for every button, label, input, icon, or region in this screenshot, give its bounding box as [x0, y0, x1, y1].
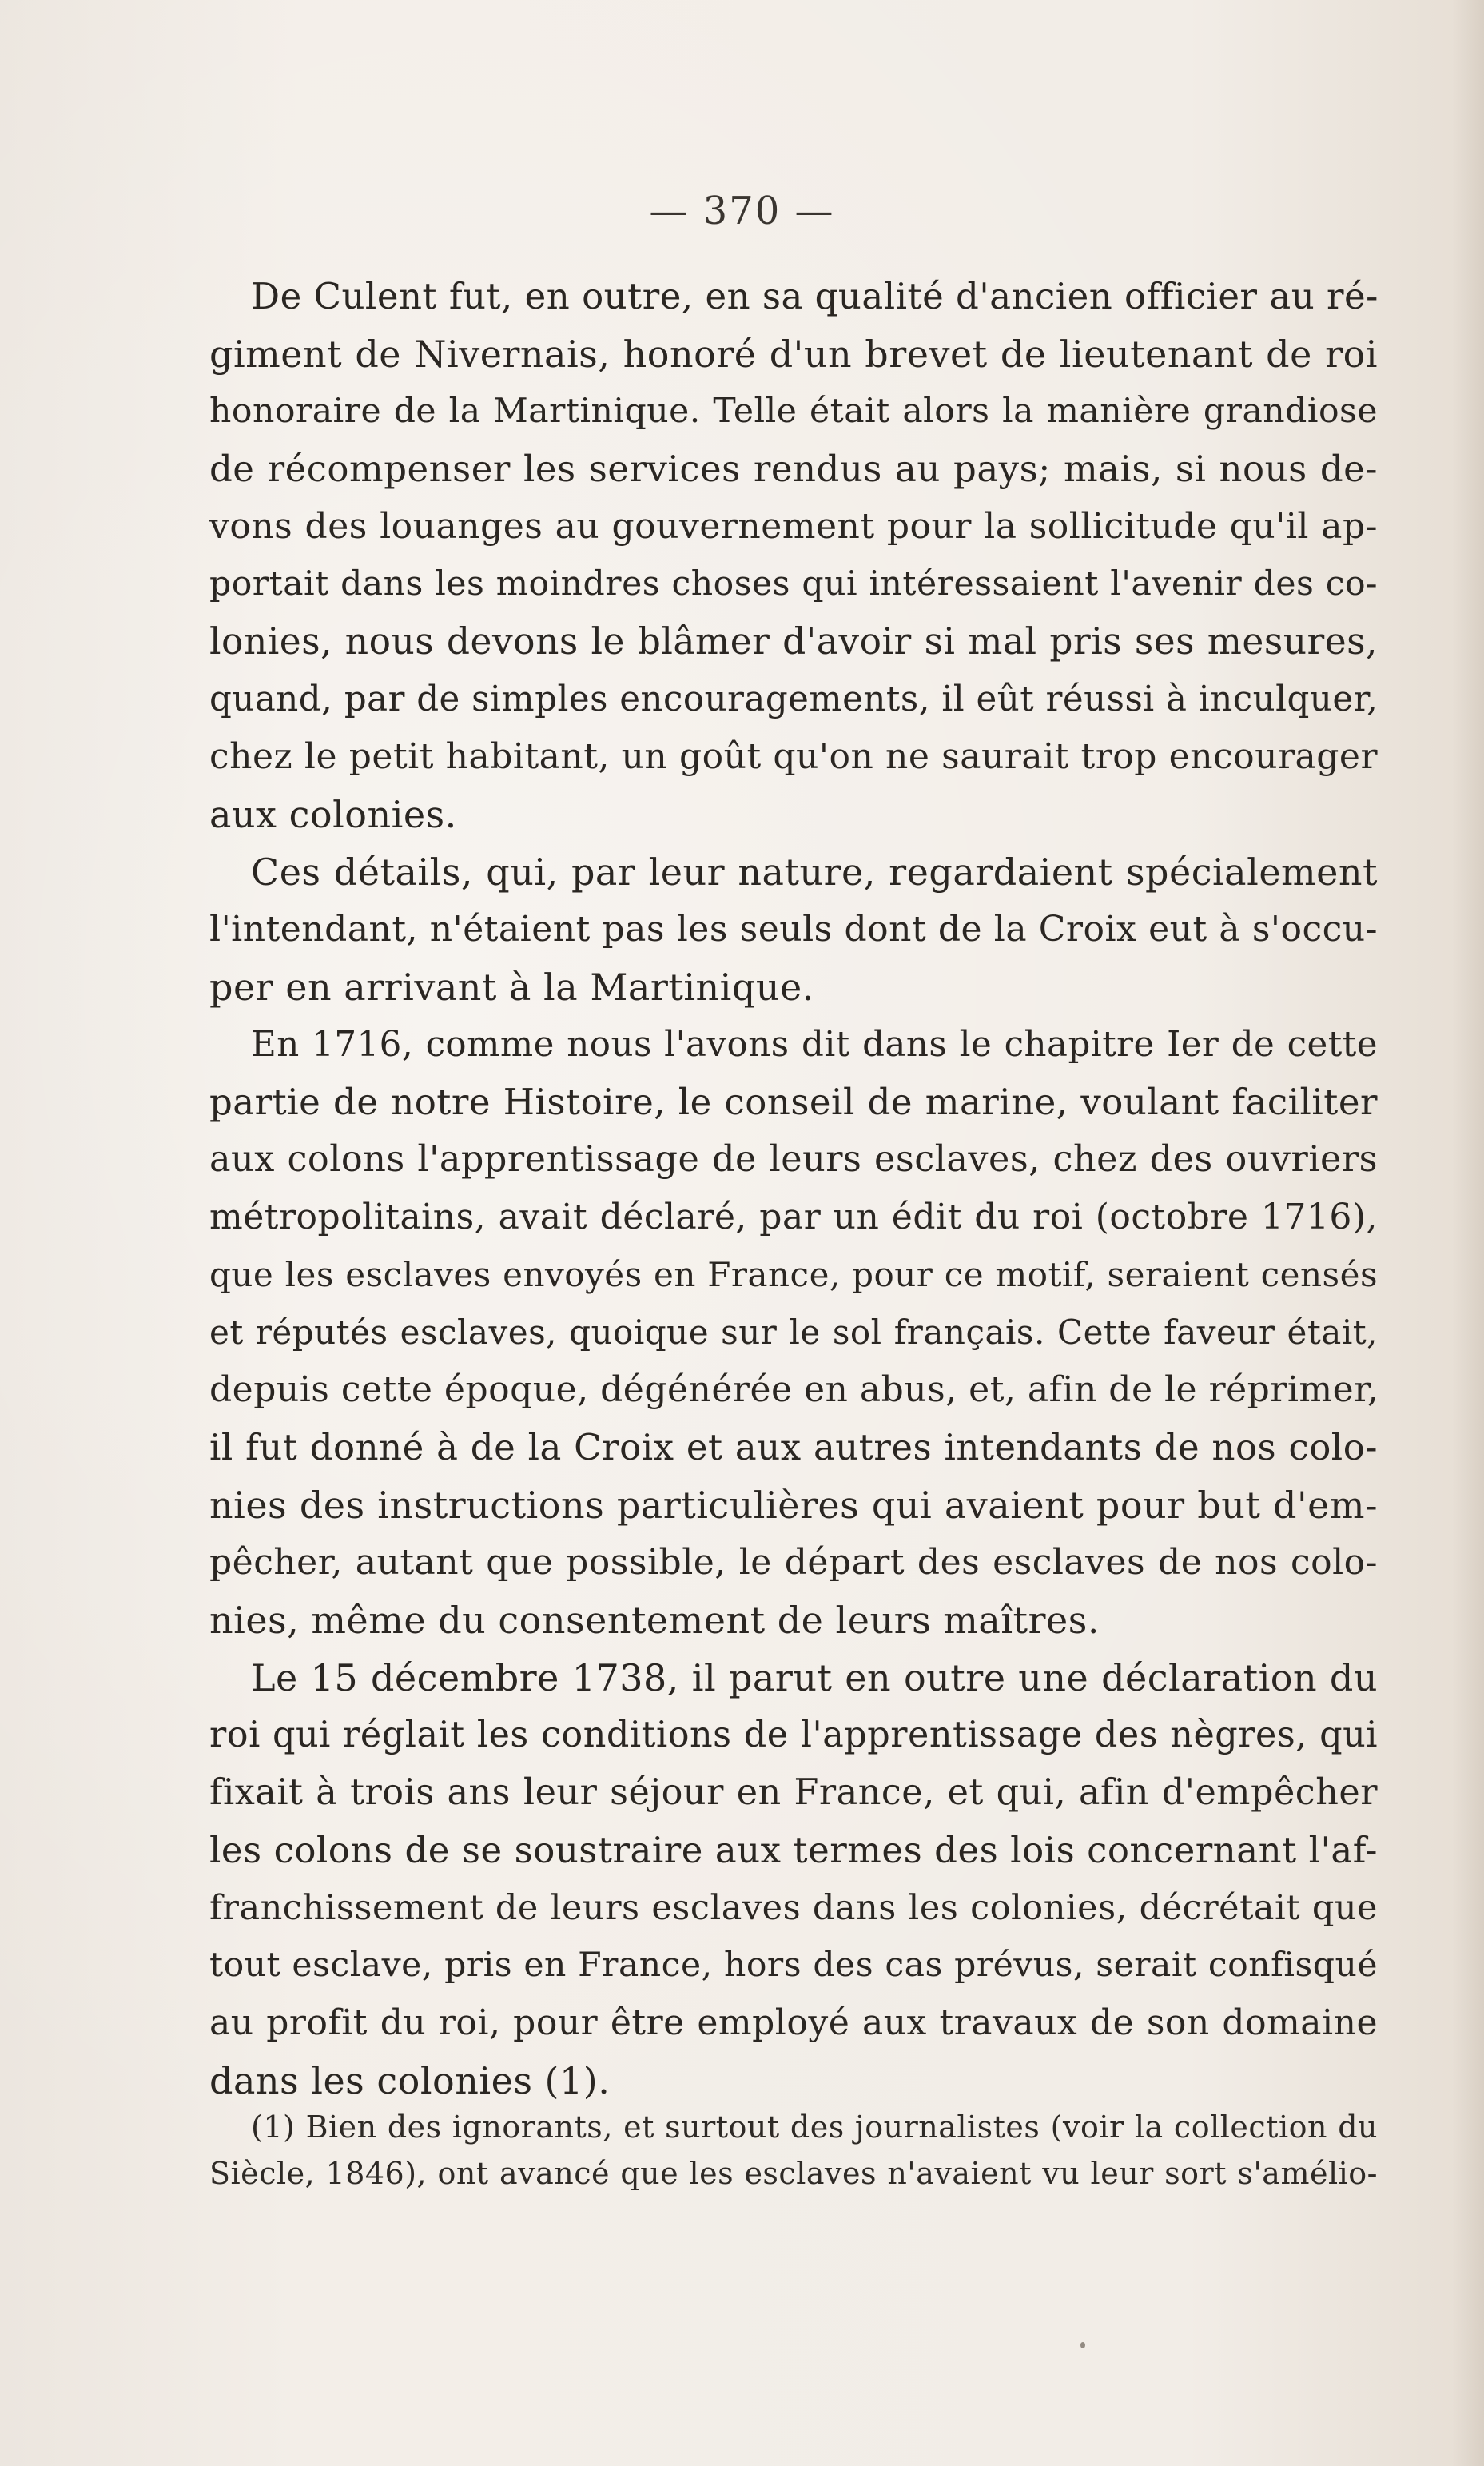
page-number: — 370 —	[649, 189, 835, 233]
footnote-line: (1) Bien des ignorants, et surtout des journalistes (voir la collection du	[251, 2109, 1378, 2145]
text-line: aux colonies.	[209, 793, 457, 836]
text-line: de récompenser les services rendus au pays; mais, si nous de-	[209, 448, 1378, 490]
text-line: per en arrivant à la Martinique.	[209, 966, 814, 1009]
text-line: aux colons l'apprentissage de leurs esclaves, chez des ouvriers	[209, 1139, 1378, 1180]
paper-speck	[1080, 2342, 1085, 2348]
text-line: pêcher, autant que possible, le départ des esclaves de nos colo-	[209, 1542, 1378, 1583]
text-line: franchissement de leurs esclaves dans les colonies, décrétait que	[209, 1888, 1378, 1928]
text-line: nies, même du consentement de leurs maîtres.	[209, 1599, 1100, 1642]
text-line: roi qui réglait les conditions de l'apprentissage des nègres, qui	[209, 1715, 1378, 1755]
footnote-line: Siècle, 1846), ont avancé que les esclaves n'avaient vu leur sort s'amélio-	[209, 2156, 1378, 2191]
text-line: partie de notre Histoire, le conseil de marine, voulant faciliter	[209, 1081, 1378, 1123]
text-line: fixait à trois ans leur séjour en France, et qui, afin d'empêcher	[209, 1772, 1378, 1813]
text-line: dans les colonies (1).	[209, 2059, 611, 2102]
text-line: il fut donné à de la Croix et aux autres intendants de nos colo-	[209, 1426, 1378, 1468]
text-line: quand, par de simples encouragements, il eût réussi à inculquer,	[209, 679, 1379, 719]
text-line: giment de Nivernais, honoré d'un brevet de lieutenant de roi	[209, 333, 1378, 376]
text-line: chez le petit habitant, un goût qu'on ne saurait trop encourager	[209, 736, 1378, 777]
body-text	[209, 268, 1378, 2109]
text-line: au profit du roi, pour être employé aux travaux de son domaine	[209, 2002, 1378, 2043]
text-line: lonies, nous devons le blâmer d'avoir si mal pris ses mesures,	[209, 620, 1378, 663]
text-line: métropolitains, avait déclaré, par un édit du roi (octobre 1716),	[209, 1197, 1378, 1237]
text-line: Ces détails, qui, par leur nature, regardaient spécialement	[251, 851, 1378, 894]
text-line: les colons de se soustraire aux termes des lois concernant l'af-	[209, 1829, 1378, 1871]
text-line: honoraire de la Martinique. Telle était alors la manière grandiose	[209, 392, 1378, 431]
text-line: vons des louanges au gouvernement pour la sollicitude qu'il ap-	[209, 506, 1378, 547]
text-line: Le 15 décembre 1738, il parut en outre une déclaration du	[251, 1656, 1378, 1699]
text-line: portait dans les moindres choses qui intéressaient l'avenir des co-	[209, 564, 1378, 604]
footnotes	[209, 2104, 1378, 2197]
page-edge-shadow	[1452, 0, 1484, 2466]
text-line: et réputés esclaves, quoique sur le sol français. Cette faveur était,	[209, 1313, 1378, 1352]
text-line: tout esclave, pris en France, hors des cas prévus, serait confisqué	[209, 1946, 1378, 1985]
text-line: nies des instructions particulières qui avaient pour but d'em-	[209, 1484, 1378, 1527]
text-line: depuis cette époque, dégénérée en abus, et, afin de le réprimer,	[209, 1369, 1379, 1410]
text-line: De Culent fut, en outre, en sa qualité d'ancien officier au ré-	[251, 275, 1379, 317]
text-line: que les esclaves envoyés en France, pour ce motif, seraient censés	[209, 1255, 1378, 1294]
text-line: En 1716, comme nous l'avons dit dans le chapitre Ier de cette	[251, 1025, 1378, 1065]
text-line: l'intendant, n'étaient pas les seuls dont de la Croix eut à s'occu-	[209, 909, 1378, 950]
